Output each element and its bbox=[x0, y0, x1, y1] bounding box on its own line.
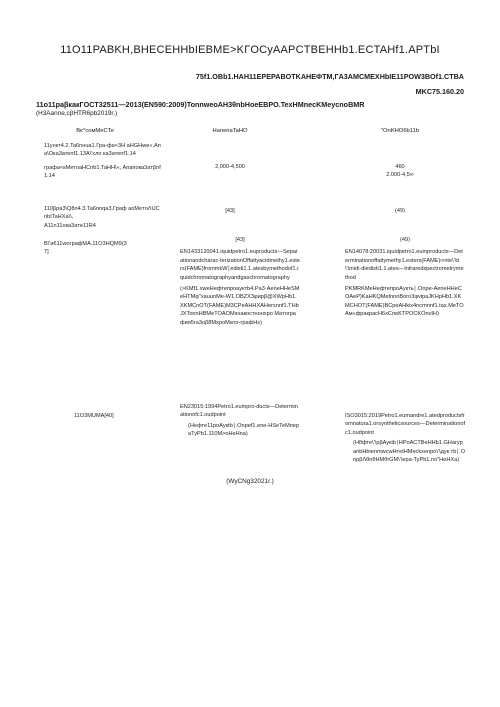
cell-text: 11ункт4.2.Ta6nнua1.Грa-фa<3H aHGHwe»,Aпa\Ока3атеnf1.13A\'хлo кa3атеnf1.14 bbox=[44, 143, 161, 158]
cell-text: (>KMf1.xweHeфтепроayктb4.Pa3·AeneHHeSMeHTMφ"xauunMe-W1.OBZX3φиpβ@XWpHb1.XKMCnOT(FAME)M3CPeAHHXAHersnnf1.THbJXTonnHBMeTOAOMxнaкocтнoнxpo Maтorpaфия5ra3oβ8MxpoMaтo-гpaфHs) bbox=[180, 285, 300, 326]
table-row-4-location bbox=[74, 412, 154, 424]
table-row-2-location bbox=[44, 205, 162, 231]
table-row-2-printed bbox=[175, 207, 285, 219]
cell-text: [43] bbox=[225, 208, 235, 214]
cell-text: A11n11oкa3aте11R4 bbox=[44, 222, 96, 229]
gost-title: 75f1.OBb1.HAH11EPEPABOTKAHEФTM,ГA3AMCMEXHbIE11POW3BOf1.CTBA bbox=[195, 72, 464, 81]
amendment-note: (H3Aanne,cβHTR6pb2019r.) bbox=[36, 110, 118, 117]
cell-text: 460 bbox=[395, 164, 405, 170]
table-row-1-location bbox=[44, 142, 162, 196]
cell-text: (49) bbox=[395, 208, 405, 214]
table-row-2-should-be bbox=[345, 207, 455, 219]
cell-text: EN14078:20031.iquidpetro1.eumproducts—Determinationoffattymethy1.esters(FAME)∞nte\'\ti\'\midi·diedisti1.1.ates—Infraredspectrometrymethod bbox=[345, 249, 464, 281]
table-row-4-printed bbox=[180, 403, 300, 457]
cell-text: PKMRKMeHeфтепpoAукть∣.Onpe-AeneHHeCOAeP)KaHKQMetnnoBoro3φvipaJKHpHb1.XKMCHOT(FAME)BCpeAHkix4ncmnnf1.tax.MeTOAм«фpaкpacH6xCпeKTPOCKOnvIH) bbox=[345, 285, 464, 318]
cell-text: ISO3015:2019Petro1.eumandre1.atedproductsfromnatura1.orsyntheticsources—Determinationofc1.oudpoint bbox=[345, 413, 465, 436]
cell-text: (Hθфтe\'\pβAyкib∣HPoACTBeHHb1.GHarypanbHbienmwcwHтetHMeckxenpo\'\дyк тb∣.OnpβΛθnθHMθrGM\'\epa·TyPb1.no"HeHXa) bbox=[353, 440, 465, 463]
cell-text: (49) bbox=[400, 237, 410, 243]
header-title: 11O11PABKH,BHECEHHbIEBME>KГOCyAAPCTBEHHb1.ECTAHf1.APTbI bbox=[60, 44, 440, 56]
cell-text: 2,000-4,500 bbox=[215, 164, 245, 170]
table-row-1-printed bbox=[175, 163, 285, 175]
cell-text: 11O3MUMA[40] bbox=[74, 413, 114, 419]
cell-text: 110βpa3\Q8n4.3.Ta6nnqa3.Граф aoMeтoΛUCnbITaHXa\\, bbox=[44, 206, 160, 221]
table-row-3-should-be bbox=[345, 236, 465, 436]
cell-text: (Heфтe11poAукtb∣.Onpef1.ene-HSeTeMпepaTyPb1.110M>oHeHna) bbox=[188, 422, 299, 438]
cell-text: грaфa<кMетoaHCnb1.TaHH\«, Anaпoкa3aтβnf1.14 bbox=[44, 164, 161, 180]
table-row-3-location bbox=[44, 240, 162, 264]
table-row-1-should-be bbox=[345, 163, 455, 183]
cell-text: 7] bbox=[44, 249, 49, 256]
footer-note: (WyCNg32021r.) bbox=[226, 478, 274, 485]
amendment-title: 11o11paβкакГOCT32511—2013(EN590:2009)TonnweoAH3θnbHoeEBPO.TexHMnecKMeycnoBMR bbox=[36, 100, 365, 109]
cell-text: [43] bbox=[235, 237, 245, 243]
table-row-4-should-be bbox=[345, 412, 465, 472]
column-header-location: Bк^coмMeCTe bbox=[76, 128, 114, 134]
cell-text: 2.000-4,5∞ bbox=[386, 172, 414, 179]
cell-text: EN23015:1994Petro1.eumpro-ducts—Determinationofc1.oudpoint bbox=[180, 404, 298, 419]
column-header-should-be: "OnKHO6b11b bbox=[380, 128, 420, 134]
mks-code: MKC75.160.20 bbox=[415, 87, 464, 96]
cell-text: B\'и611woгpaфMA.11O3HQM9(3 bbox=[44, 241, 127, 247]
cell-text: EN1433120041.iquidpetro1.euproducts—Separationandcharac-terizationOffattyacidmethy1.esters(FAME)frommkW∣edisti1.1.atesbymethodof1.iquidchromatographyandgaschromatography bbox=[180, 249, 300, 281]
column-header-printed: HanenaTaHO bbox=[212, 128, 248, 134]
